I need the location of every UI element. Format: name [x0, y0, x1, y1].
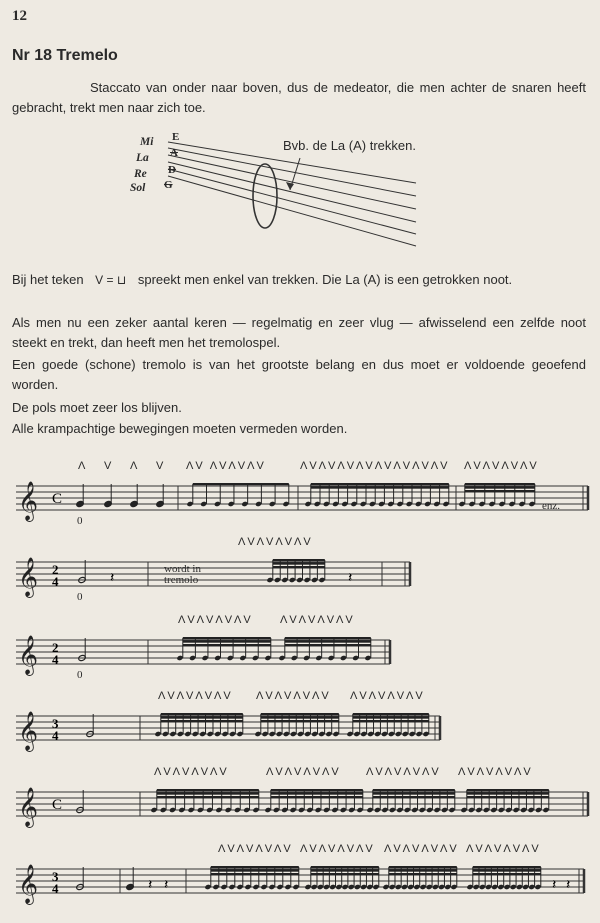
note-letter-a: A — [170, 147, 178, 159]
open-string-mark: 0 — [77, 515, 83, 527]
stroke-marks: Λ — [130, 460, 140, 472]
time-signature: C — [52, 797, 63, 813]
stroke-marks: ΛVΛVΛVΛV — [464, 460, 539, 472]
time-signature-bottom: 4 — [52, 881, 59, 896]
music-system-4-staff — [0, 690, 600, 770]
beam — [353, 713, 429, 715]
string-label-sol: Sol — [130, 182, 146, 194]
beam — [157, 796, 259, 798]
intro-paragraph: Staccato van onder naar boven, dus de medeator, die men achter de snaren heeft gebracht, trekt men naar zich toe. — [12, 80, 586, 115]
time-signature-bottom: 4 — [52, 652, 59, 667]
stroke-marks: ΛVΛVΛVΛV — [154, 766, 229, 778]
beam — [211, 870, 299, 872]
beam — [285, 641, 371, 643]
stroke-marks: Λ — [78, 460, 88, 472]
beam — [467, 789, 549, 791]
time-signature-bottom: 4 — [52, 574, 59, 589]
stroke-marks: ΛVΛVΛVΛV — [238, 536, 313, 548]
beam — [271, 789, 363, 791]
rest-icon: 𝄽 — [566, 877, 571, 893]
upstroke-symbol: V = ⊔ — [95, 273, 127, 287]
beam — [285, 637, 371, 639]
beam — [473, 870, 541, 872]
paragraph-tremolo: Als men nu een zeker aantal keren — regelmatig en zeer vlug — afwisselend een zelfde noot steekt en trekt, dan heeft men het tremolospel. — [12, 315, 586, 350]
beam — [311, 870, 379, 872]
stroke-marks: ΛVΛVΛVΛV — [300, 843, 375, 855]
beam — [465, 483, 535, 485]
para1-post: spreekt men enkel van trekken. Die La (A) is een getrokken noot. — [137, 272, 513, 287]
music-system-1-staff — [0, 460, 600, 540]
staff-instruction-text: wordt in — [164, 563, 201, 575]
beam — [311, 873, 379, 875]
beam — [161, 717, 243, 719]
stroke-marks: ΛVΛVΛVΛV — [266, 766, 341, 778]
stroke-marks: ΛVΛVΛVΛVΛVΛVΛVΛV — [300, 460, 450, 472]
para1-pre: Bij het teken — [12, 272, 84, 287]
beam — [183, 637, 271, 639]
beam — [261, 717, 339, 719]
beam — [465, 487, 535, 489]
stroke-marks: ΛVΛVΛVΛV — [350, 690, 425, 702]
music-system-1 — [0, 460, 600, 540]
beam — [157, 789, 259, 791]
beam — [389, 873, 457, 875]
open-string-mark: 0 — [77, 669, 83, 681]
music-system-5 — [0, 766, 600, 846]
treble-clef-icon: 𝄞 — [18, 481, 39, 521]
treble-clef-icon: 𝄞 — [18, 557, 39, 597]
enz-label: enz. — [542, 500, 561, 512]
string-label-mi: Mi — [140, 136, 154, 148]
beam — [183, 644, 271, 646]
beam — [161, 713, 243, 715]
treble-clef-icon: 𝄞 — [18, 635, 39, 675]
time-signature-top: 2 — [52, 640, 59, 655]
beam — [157, 793, 259, 795]
beam — [373, 793, 455, 795]
beam — [353, 720, 429, 722]
stroke-marks: ΛVΛVΛVΛV — [384, 843, 459, 855]
string-label-re: Re — [134, 168, 147, 180]
beam — [161, 720, 243, 722]
beam — [465, 490, 535, 492]
stroke-marks: V — [156, 460, 166, 472]
note-letter-g: G — [164, 179, 173, 191]
music-system-2 — [0, 536, 600, 616]
beam — [473, 866, 541, 868]
treble-clef-icon: 𝄞 — [18, 864, 39, 904]
beam — [353, 717, 429, 719]
string-label-la: La — [136, 152, 149, 164]
music-system-3 — [0, 614, 600, 694]
beam — [193, 483, 289, 485]
beam — [261, 713, 339, 715]
page-title: Nr 18 Tremelo — [12, 47, 118, 64]
beam — [285, 644, 371, 646]
time-signature-top: 2 — [52, 562, 59, 577]
beam — [271, 796, 363, 798]
stroke-marks: ΛVΛVΛVΛV — [466, 843, 541, 855]
paragraph-good-tremolo: Een goede (schone) tremolo is van het grootste belang en dus moet er voldoende geoefend worden. — [12, 357, 586, 392]
paragraph-avoid-cramp: Alle krampachtige bewegingen moeten vermeden worden. — [12, 421, 348, 436]
stroke-marks: ΛVΛVΛVΛV — [458, 766, 533, 778]
stroke-marks: V — [104, 460, 114, 472]
stroke-marks: ΛVΛVΛVΛV — [178, 614, 253, 626]
music-system-6-staff — [0, 843, 600, 923]
page-number: 12 — [12, 8, 27, 24]
beam — [373, 789, 455, 791]
rest-icon: 𝄽 — [164, 877, 169, 893]
time-signature-bottom: 4 — [52, 728, 59, 743]
open-string-mark: 0 — [77, 591, 83, 603]
beam — [311, 483, 449, 485]
beam — [211, 873, 299, 875]
beam — [467, 793, 549, 795]
treble-clef-icon: 𝄞 — [18, 711, 39, 751]
rest-icon: 𝄽 — [552, 877, 557, 893]
stroke-marks: ΛV ΛVΛVΛV — [186, 460, 266, 472]
music-system-3-staff — [0, 614, 600, 694]
treble-clef-icon: 𝄞 — [18, 787, 39, 827]
diagram-callout: Bvb. de La (A) trekken. — [283, 138, 416, 153]
beam — [473, 873, 541, 875]
note-letter-d: D — [168, 164, 176, 176]
stroke-marks: ΛVΛVΛVΛV — [280, 614, 355, 626]
music-system-4 — [0, 690, 600, 770]
time-signature-top: 3 — [52, 869, 59, 884]
beam — [273, 559, 325, 561]
paragraph-upstroke — [12, 270, 586, 290]
beam — [389, 870, 457, 872]
pick-oval — [253, 164, 277, 228]
staff-instruction-text: tremolo — [164, 574, 199, 586]
stroke-marks: ΛVΛVΛVΛV — [158, 690, 233, 702]
music-system-5-staff — [0, 766, 600, 846]
rest-icon: 𝄽 — [148, 877, 153, 893]
beam — [183, 641, 271, 643]
time-signature: C — [52, 491, 63, 507]
paragraph-wrist: De pols moet zeer los blijven. — [12, 400, 182, 415]
beam — [273, 566, 325, 568]
stroke-marks: ΛVΛVΛVΛV — [256, 690, 331, 702]
beam — [273, 563, 325, 565]
music-system-6 — [0, 843, 600, 923]
beam — [467, 796, 549, 798]
beam — [389, 866, 457, 868]
stroke-marks: ΛVΛVΛVΛV — [218, 843, 293, 855]
note-letter-e: E — [172, 131, 180, 143]
beam — [373, 796, 455, 798]
stroke-marks: ΛVΛVΛVΛV — [366, 766, 441, 778]
beam — [261, 720, 339, 722]
beam — [271, 793, 363, 795]
beam — [311, 487, 449, 489]
time-signature-top: 3 — [52, 716, 59, 731]
music-system-2-staff — [0, 536, 600, 616]
beam — [211, 866, 299, 868]
rest-icon: 𝄽 — [110, 570, 115, 586]
rest-icon: 𝄽 — [348, 570, 353, 586]
beam — [311, 866, 379, 868]
